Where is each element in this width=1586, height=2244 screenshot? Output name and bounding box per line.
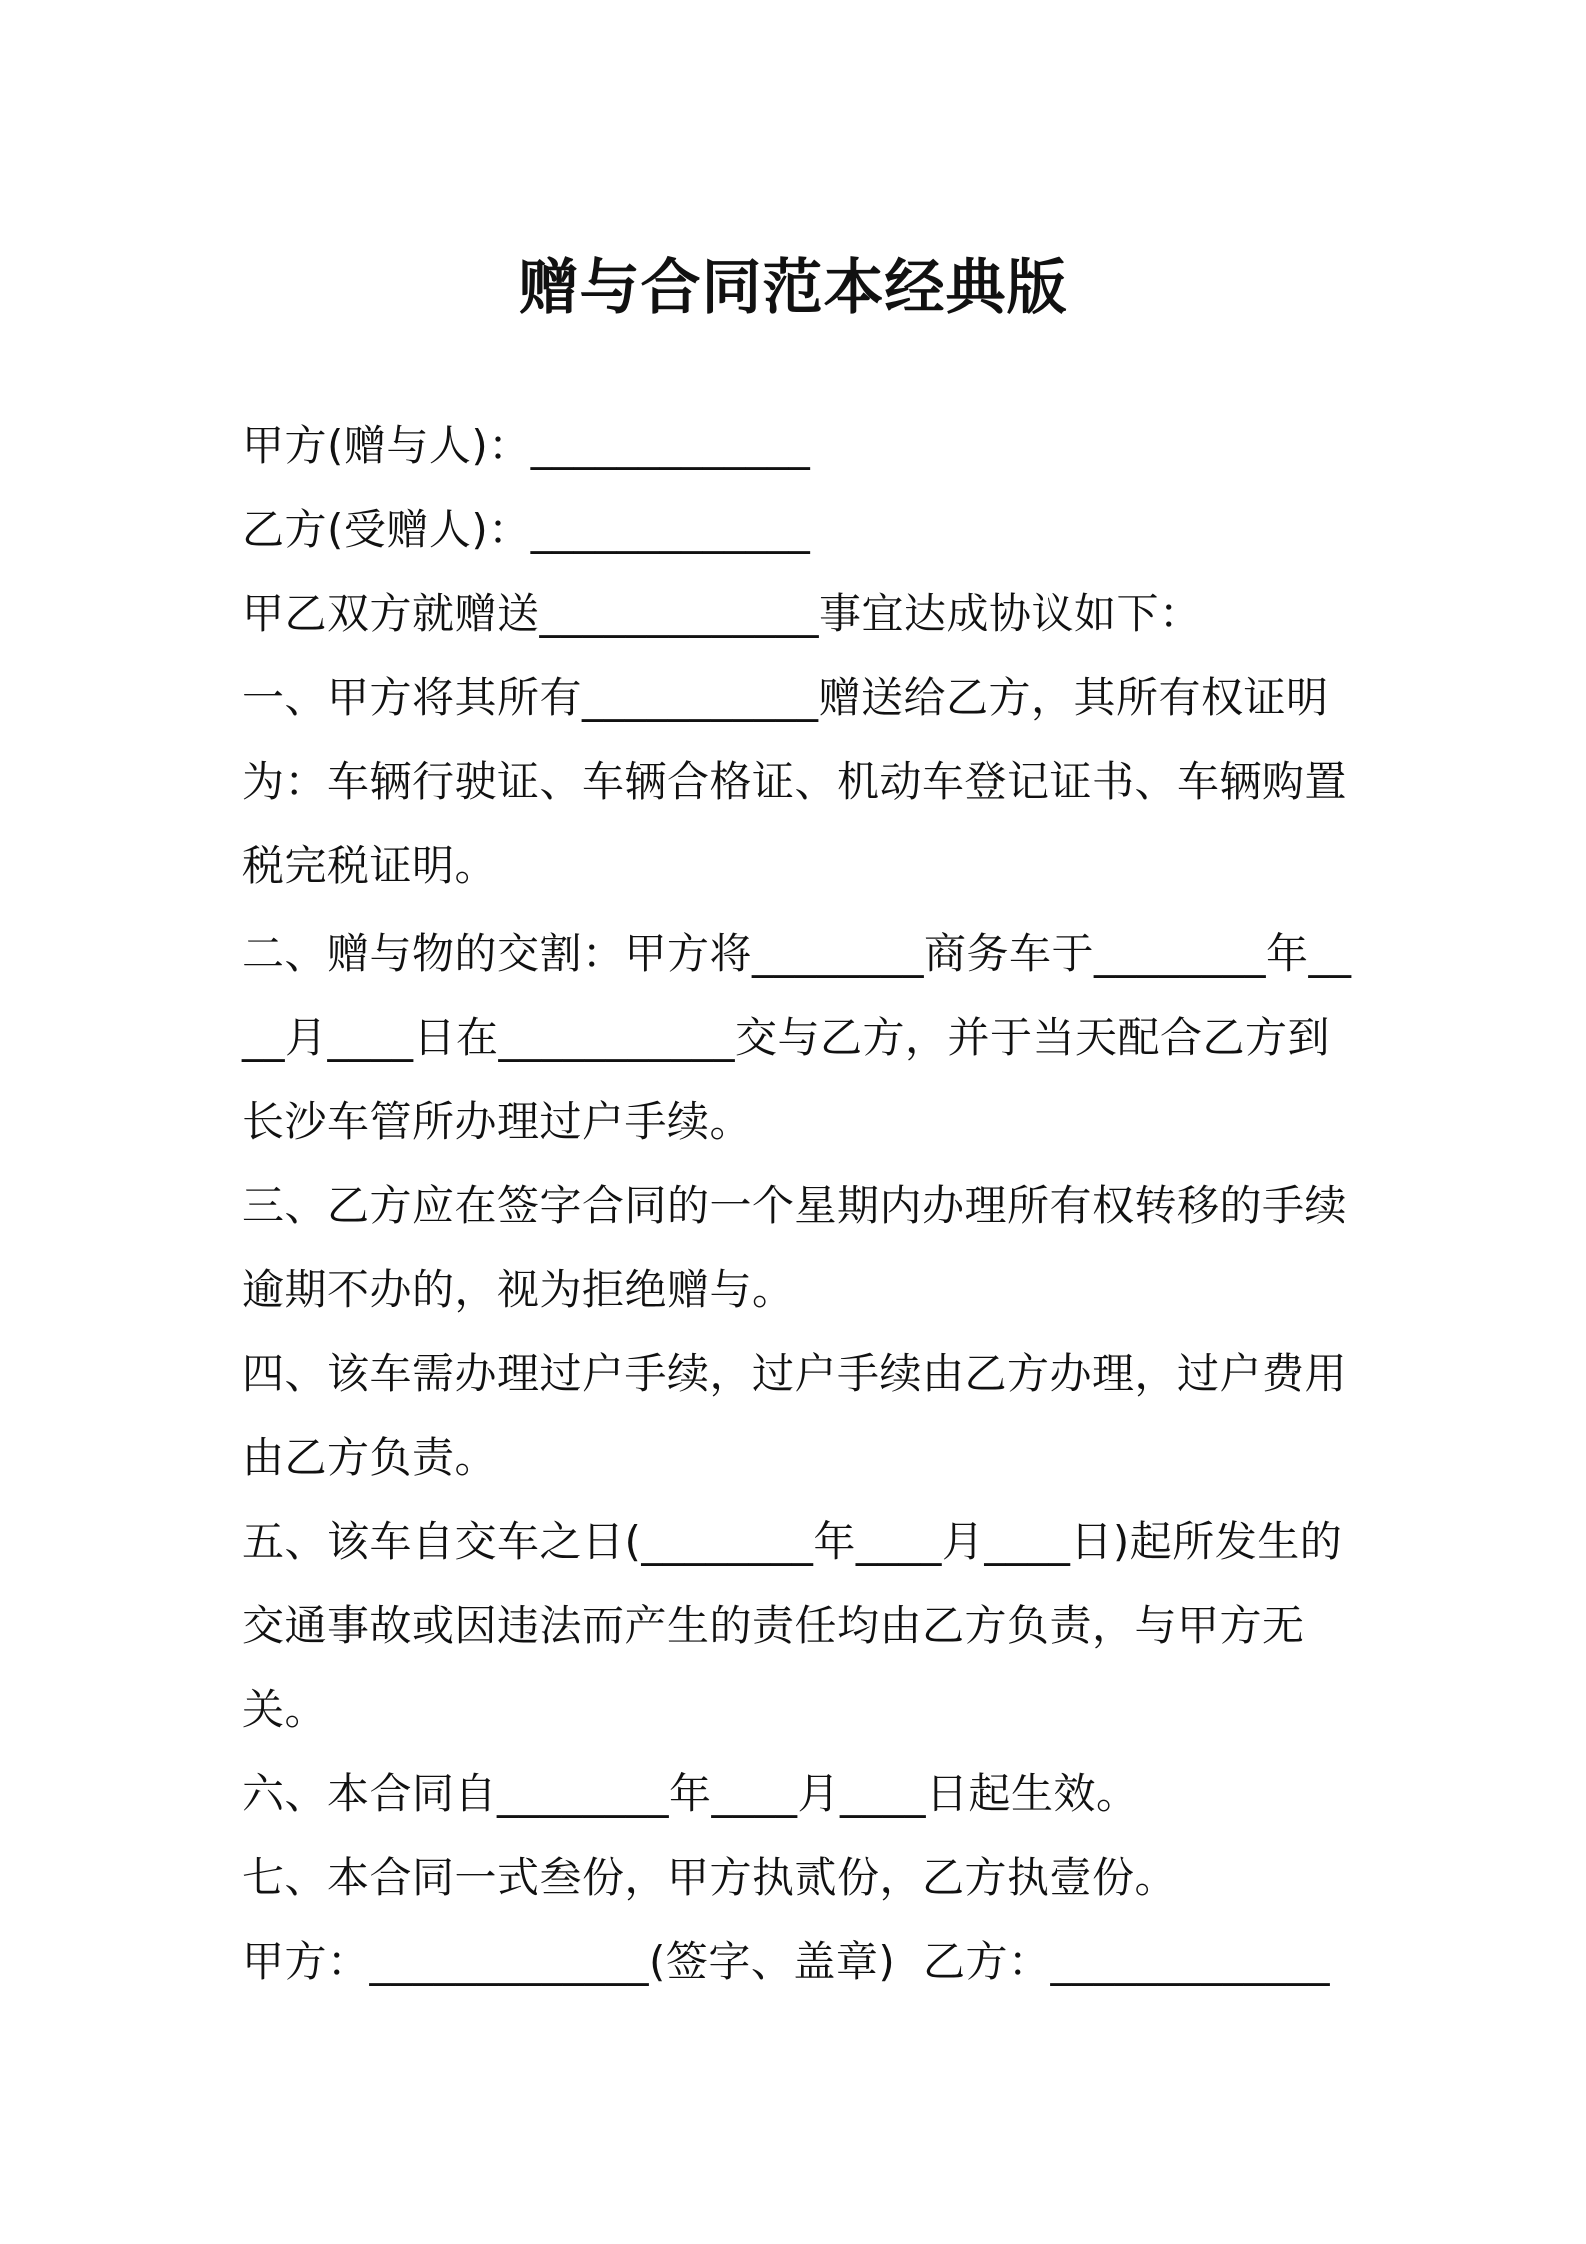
clause-3: 三、乙方应在签字合同的一个星期内办理所有权转移的手续逾期不办的，视为拒绝赠与。 bbox=[242, 1181, 1348, 1314]
document-body bbox=[242, 404, 1354, 2004]
clause-6: 六、本合同自________年____月____日起生效。 bbox=[242, 1769, 1139, 1818]
party-b-line: 乙方(受赠人)：_____________ bbox=[242, 505, 811, 554]
signature-line: 甲方：_____________(签字、盖章) 乙方：_____________ bbox=[242, 1937, 1330, 1986]
clause-7: 七、本合同一式叁份，甲方执贰份，乙方执壹份。 bbox=[242, 1853, 1178, 1902]
agreement-intro: 甲乙双方就赠送_____________事宜达成协议如下： bbox=[242, 589, 1202, 638]
document-title: 赠与合同范本经典版 bbox=[518, 253, 1068, 323]
clause-4: 四、该车需办理过户手续，过户手续由乙方办理，过户费用由乙方负责。 bbox=[242, 1349, 1348, 1482]
clause-5: 五、该车自交车之日(________年____月____日)起所发生的交通事故或因违法而产生的责任均由乙方负责，与甲方无关。 bbox=[242, 1517, 1343, 1734]
clause-2: 二、赠与物的交割：甲方将________商务车于________年____月____日在___________交与乙方，并于当天配合乙方到长沙车管所办理过户手续。 bbox=[242, 929, 1352, 1146]
clause-1: 一、甲方将其所有___________赠送给乙方，其所有权证明为：车辆行驶证、车辆合格证、机动车登记证书、车辆购置税完税证明。 bbox=[242, 673, 1348, 890]
party-a-line: 甲方(赠与人)：_____________ bbox=[242, 421, 811, 470]
